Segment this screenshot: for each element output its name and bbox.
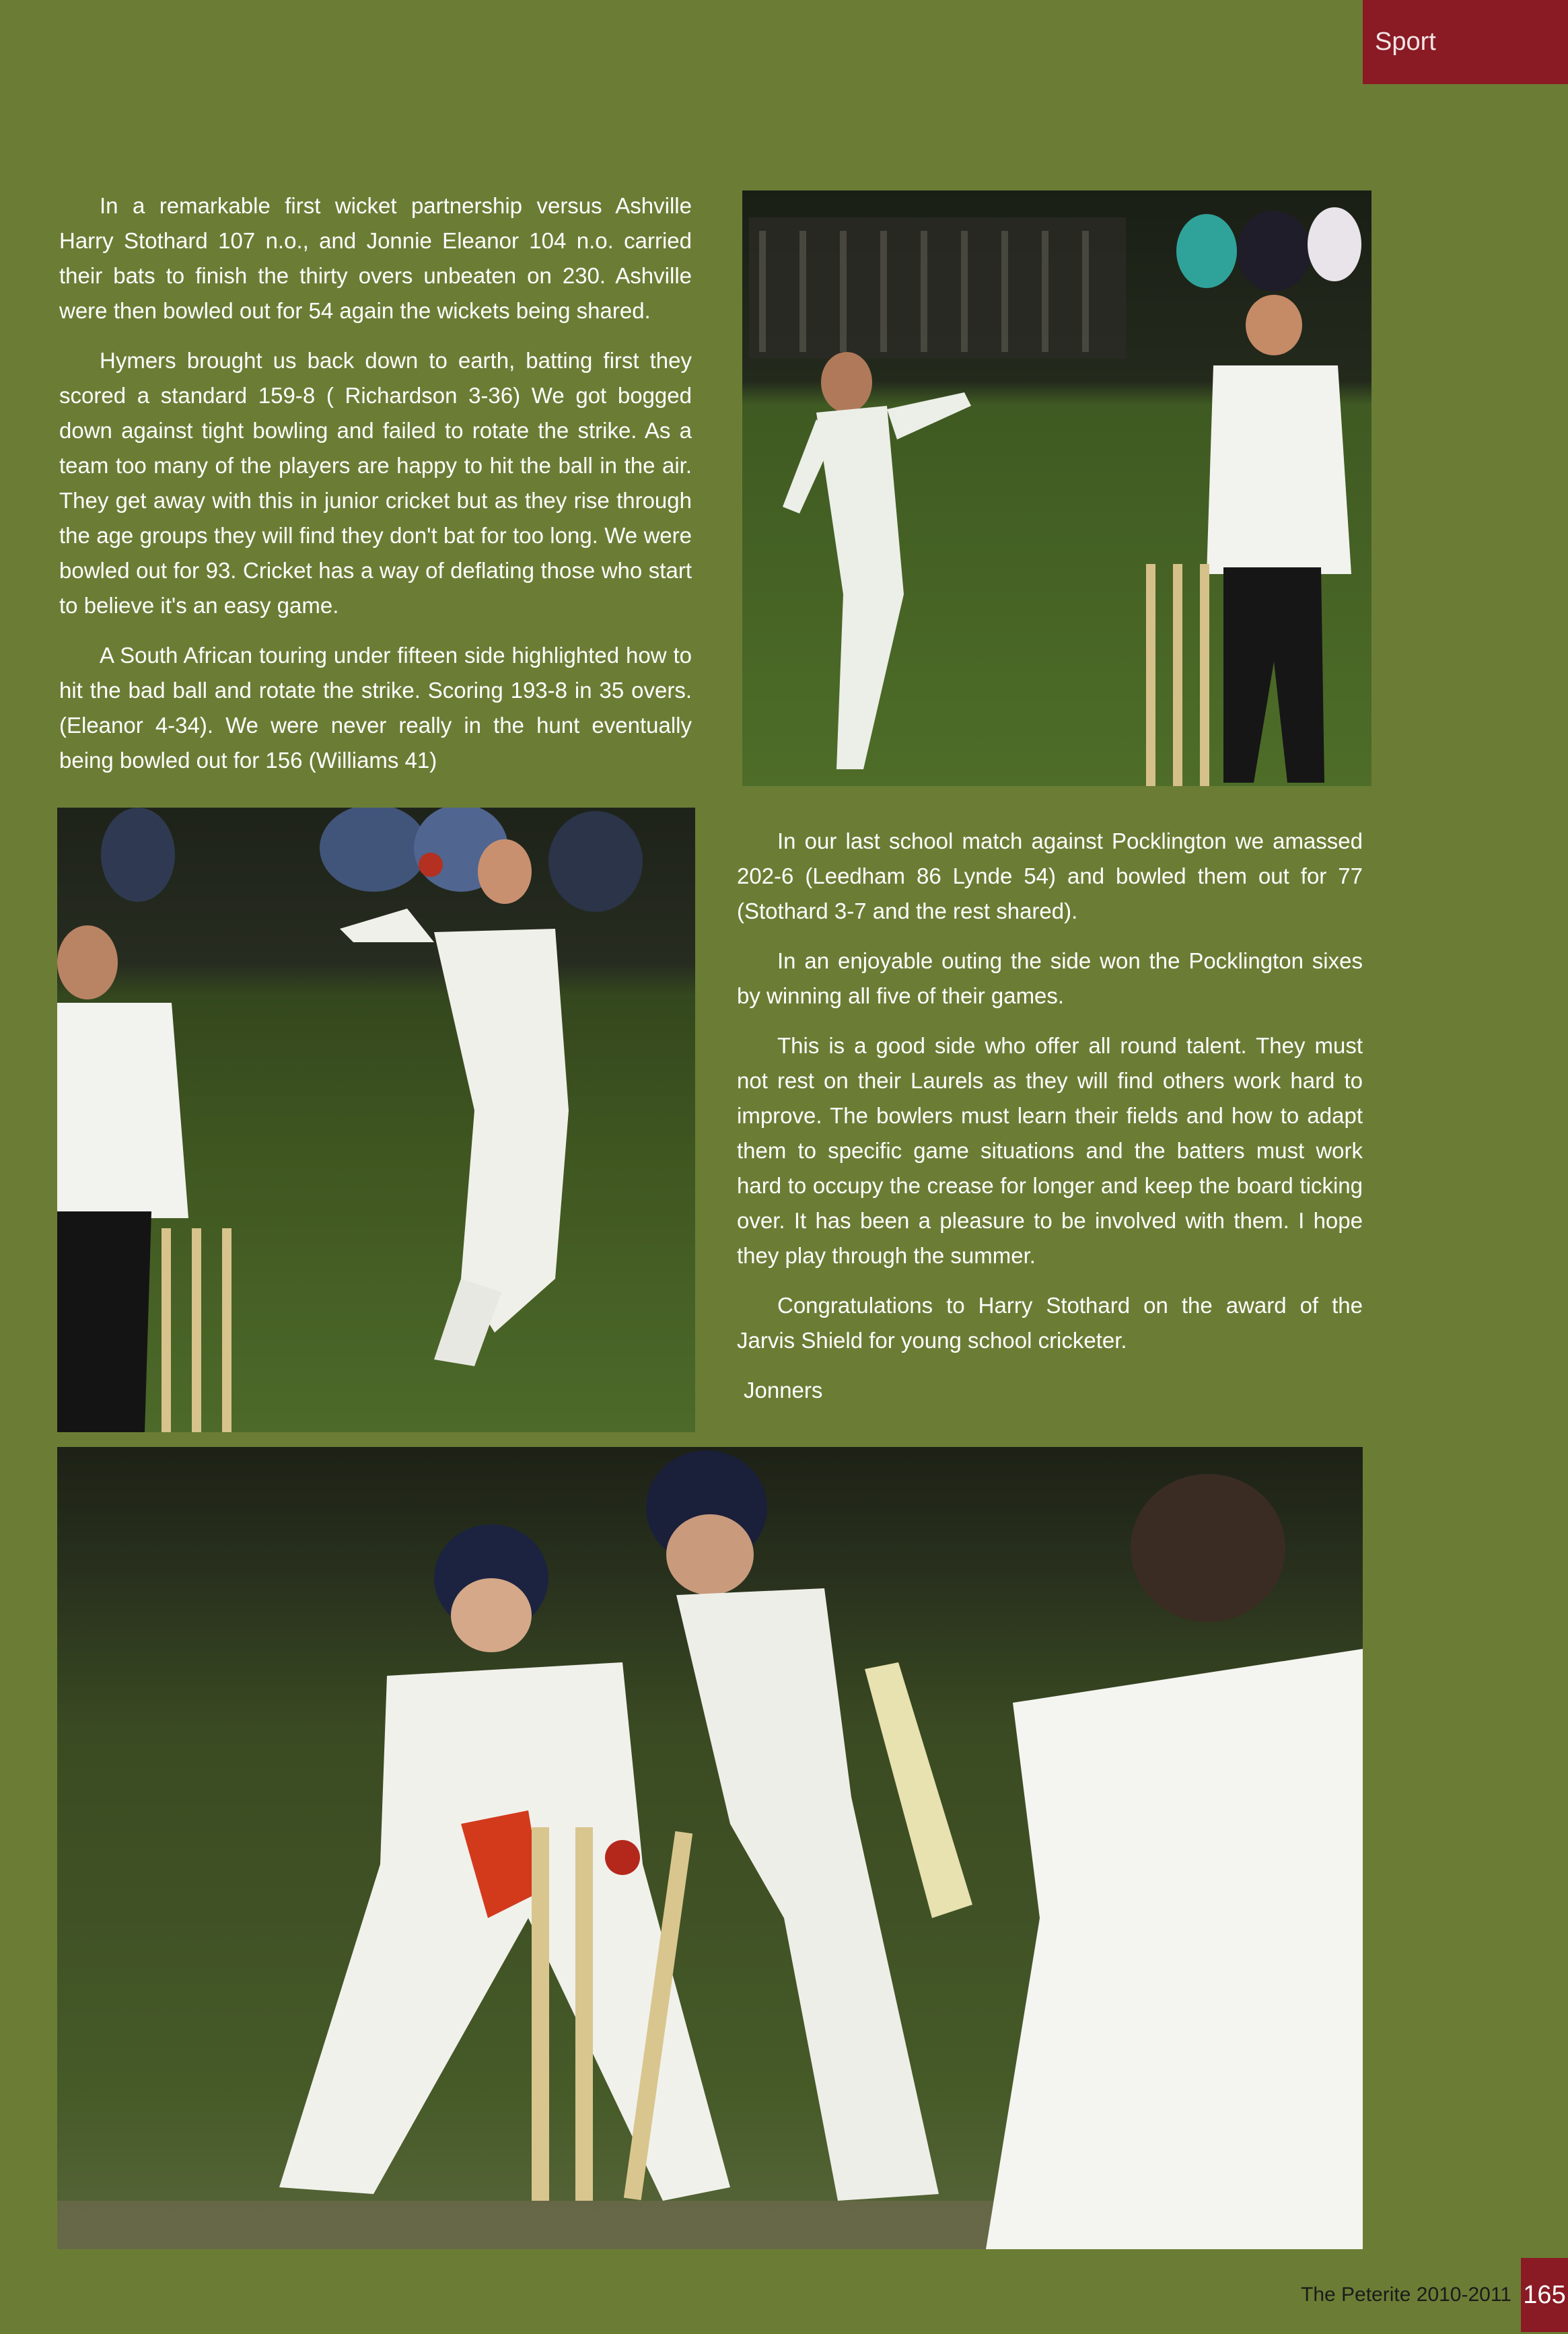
paragraph-pocklington-match: In our last school match against Pocklington we amassed 202-6 (Leedham 86 Lynde 54) and bowled them out for 77 (Stothard 3-7 and the rest shared). [737, 828, 1363, 923]
page-footer [1301, 2258, 1568, 2332]
signature: Jonners [744, 1378, 823, 1403]
section-label: Sport [1375, 28, 1436, 56]
photo-bowler-with-umpire [742, 190, 1371, 786]
paragraph-south-african: A South African touring under fifteen side highlighted how to hit the bad ball and rotate the strike. Scoring 193-8 in 35 overs. (Eleanor 4-34). We were never really in the hunt eventually being bowled out for 156 (Williams 41) [59, 643, 692, 773]
left-text-column [59, 188, 692, 793]
paragraph-congratulations: Congratulations to Harry Stothard on the award of the Jarvis Shield for young school cricketer. [737, 1293, 1363, 1353]
paragraph-hymers: Hymers brought us back down to earth, batting first they scored a standard 159-8 ( Richardson 3-36) We got bogged down against tight bowling and failed to rotate the strike. As a team too many of the players are happy to hit the ball in the air. They get away with this in junior cricket but as they rise through the age groups they will find they don't bat for too long. We were bowled out for 93. Cricket has a way of deflating those who start to believe it's an easy game. [59, 348, 692, 618]
photo-batter-bowled [57, 1447, 1363, 2249]
paragraph-ashville: In a remarkable first wicket partnership versus Ashville Harry Stothard 107 n.o., and Jonnie Eleanor 104 n.o. carried their bats to finish the thirty overs unbeaten on 230. Ashville were then bowled out for 54 again the wickets being shared. [59, 193, 692, 323]
photo-bowler-delivery [57, 808, 695, 1432]
paragraph-pocklington-sixes: In an enjoyable outing the side won the Pocklington sixes by winning all five of their games. [737, 948, 1363, 1008]
section-tab [1363, 0, 1568, 84]
right-text-column [737, 824, 1363, 1423]
paragraph-good-side: This is a good side who offer all round talent. They must not rest on their Laurels as they will find others work hard to improve. The bowlers must learn their fields and how to adapt them to specific game situations and the batters must work hard to occupy the crease for longer and keep the board ticking over. It has been a pleasure to be involved with them. I hope they play through the summer. [737, 1033, 1363, 1268]
page-number: 165 [1521, 2258, 1568, 2332]
publication-title: The Peterite 2010-2011 [1301, 2284, 1511, 2306]
